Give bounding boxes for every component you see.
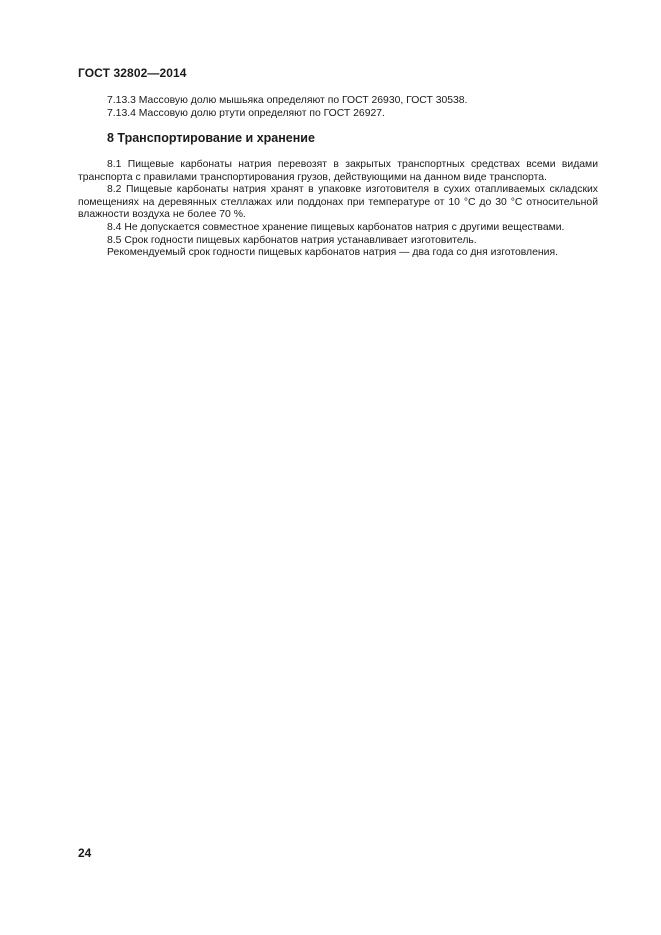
clause-8-1: 8.1 Пищевые карбонаты натрия перевозят в закрытых транспортных средствах всеми видами транспорта с правилами транспортирования грузов, действующими на данном виде транспорта. xyxy=(78,159,598,183)
clause-8-5: 8.5 Срок годности пищевых карбонатов натрия устанавливает изготовитель. xyxy=(107,234,477,246)
clause-7-13-3: 7.13.3 Массовую долю мышьяка определяют по ГОСТ 26930, ГОСТ 30538. xyxy=(107,95,468,106)
clause-7-13-4: 7.13.4 Массовую долю ртути определяют по ГОСТ 26927. xyxy=(107,107,385,119)
section-7-items xyxy=(78,95,598,120)
shelf-life-recommendation: Рекомендуемый срок годности пищевых карбонатов натрия — два года со дня изготовления. xyxy=(107,247,558,259)
clause-8-4: 8.4 Не допускается совместное хранение пищевых карбонатов натрия с другими веществами. xyxy=(107,221,565,233)
clause-8-2: 8.2 Пищевые карбонаты натрия хранят в упаковке изготовителя в сухих отапливаемых складских помещениях на деревянных стеллажах или поддонах при температуре от 10 °С до 30 °С относительной влажности воздуха не более 70 %. xyxy=(78,184,598,221)
document-header-code: ГОСТ 32802—2014 xyxy=(78,66,187,80)
section-8-title: 8 Транспортирование и хранение xyxy=(107,131,315,145)
page-number: 24 xyxy=(78,846,92,860)
section-8-body xyxy=(78,159,598,260)
